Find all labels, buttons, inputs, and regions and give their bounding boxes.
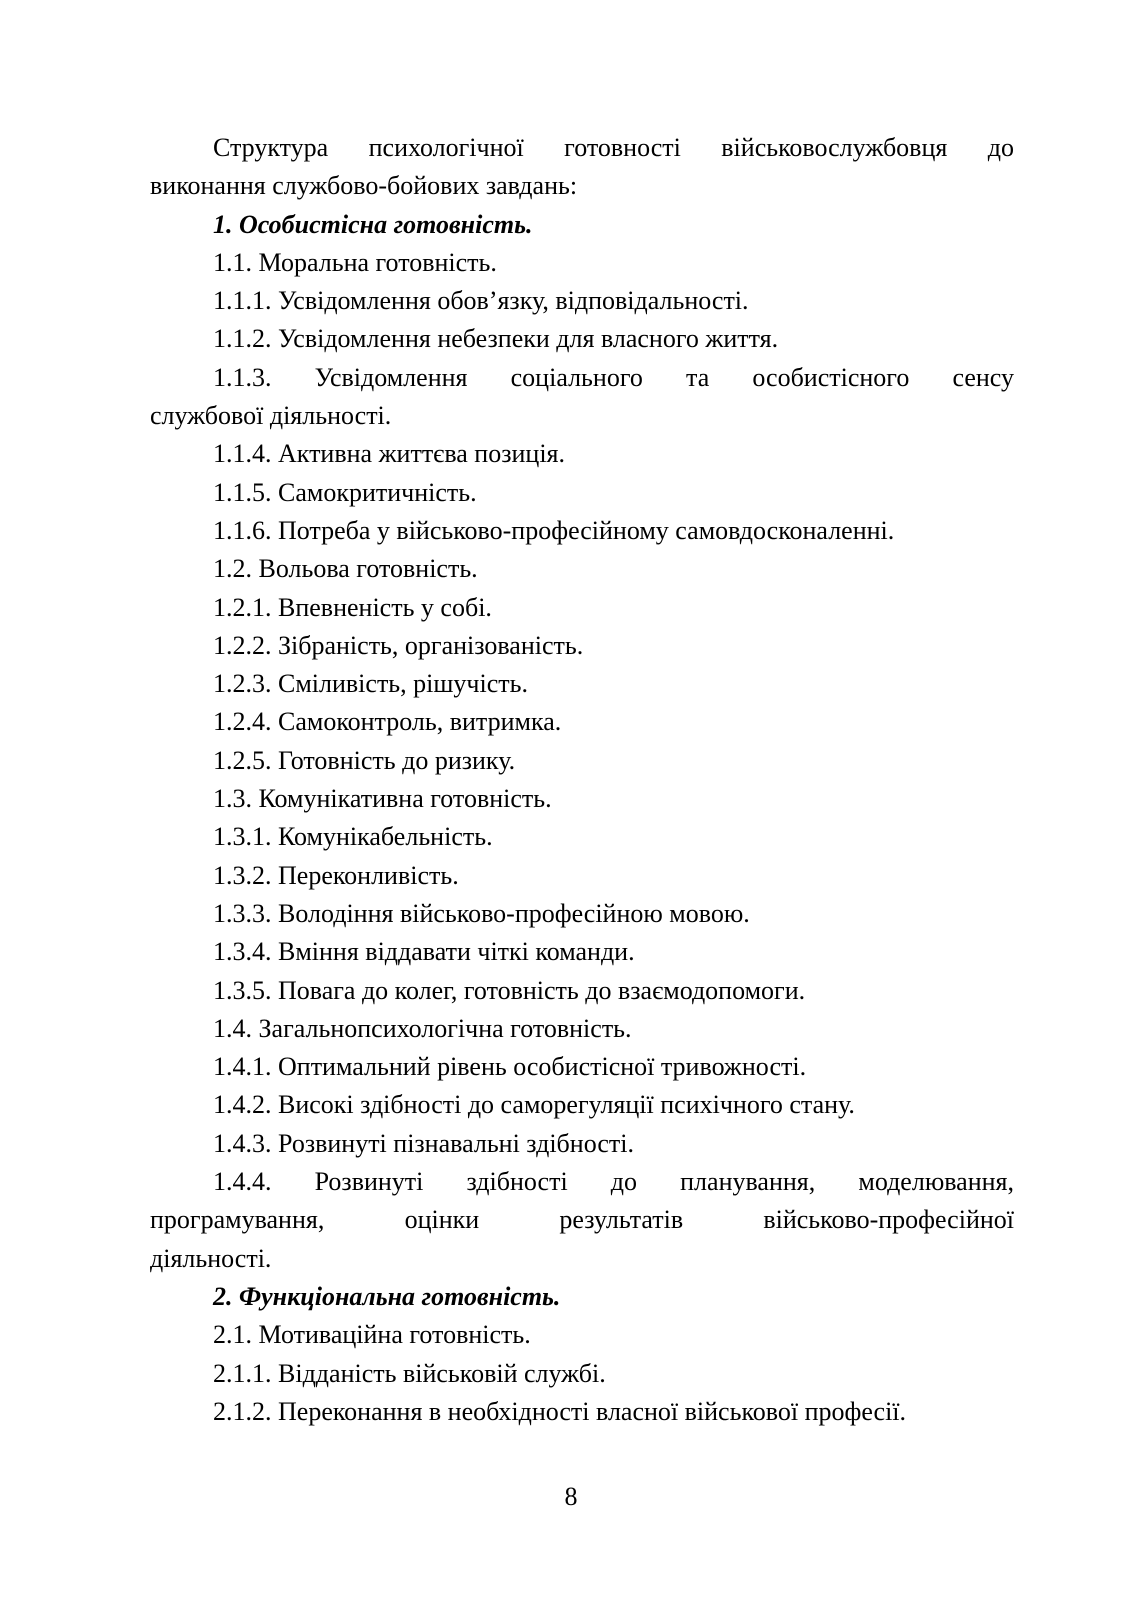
text-line: 1.1.2. Усвідомлення небезпеки для власного життя. [213, 324, 779, 354]
text-block [150, 129, 1014, 1431]
text-line: 1.1.6. Потреба у військово-професійному самовдосконаленні. [213, 515, 895, 545]
page-footer [0, 1478, 1142, 1516]
text-line: 2.1.2. Переконання в необхідності власної військової професії. [213, 1396, 907, 1426]
text-line: 1.1.5. Самокритичність. [213, 477, 477, 507]
text-line: 2.1. Мотиваційна готовність. [213, 1320, 531, 1350]
text-line: 1.2.2. Зібраність, організованість. [213, 630, 584, 660]
page-number: 8 [564, 1482, 578, 1511]
text-line: 1.2.3. Сміливість, рішучість. [213, 669, 528, 699]
text-line: 1.2.1. Впевненість у собі. [213, 592, 492, 622]
text-line: 1.3.4. Вміння віддавати чіткі команди. [213, 937, 635, 967]
text-line: службової діяльності. [150, 401, 392, 431]
text-line: діяльності. [150, 1243, 272, 1273]
text-line: 1.3.2. Переконливість. [213, 860, 459, 890]
text-line: 1.3.3. Володіння військово-професійною мовою. [213, 898, 750, 928]
text-line: програмування, оцінки результатів військово-професійної [150, 1205, 1014, 1235]
text-line: виконання службово-бойових завдань: [150, 171, 578, 201]
text-line: 1.1. Моральна готовність. [213, 247, 497, 277]
text-line: 1.3.1. Комунікабельність. [213, 822, 493, 852]
text-line: 1.1.1. Усвідомлення обов’язку, відповідальності. [213, 286, 749, 316]
text-line: 1.4.2. Високі здібності до саморегуляції психічного стану. [213, 1090, 855, 1120]
text-line: 1.4. Загальнопсихологічна готовність. [213, 1013, 632, 1043]
text-line: 1.2.5. Готовність до ризику. [213, 745, 516, 775]
text-line: 1.2. Вольова готовність. [213, 554, 478, 584]
text-line: 1.1.4. Активна життєва позиція. [213, 439, 566, 469]
text-line: 1.3.5. Повага до колег, готовність до взаємодопомоги. [213, 975, 806, 1005]
text-line: 1.1.3. Усвідомлення соціального та особистісного сенсу [213, 362, 1014, 392]
text-line: 2.1.1. Відданість військовій службі. [213, 1358, 606, 1388]
text-line: 1.4.1. Оптимальний рівень особистісної тривожності. [213, 1052, 807, 1082]
text-line: 1.4.3. Розвинуті пізнавальні здібності. [213, 1128, 634, 1158]
text-line: Структура психологічної готовності військовослужбовця до [213, 133, 1014, 162]
heading-line: 1. Особистісна готовність. [213, 209, 533, 239]
text-line: 1.4.4. Розвинуті здібності до планування, моделювання, [213, 1167, 1014, 1197]
heading-line: 2. Функціональна готовність. [213, 1281, 561, 1311]
text-line: 1.3. Комунікативна готовність. [213, 784, 552, 814]
text-line: 1.2.4. Самоконтроль, витримка. [213, 707, 562, 737]
